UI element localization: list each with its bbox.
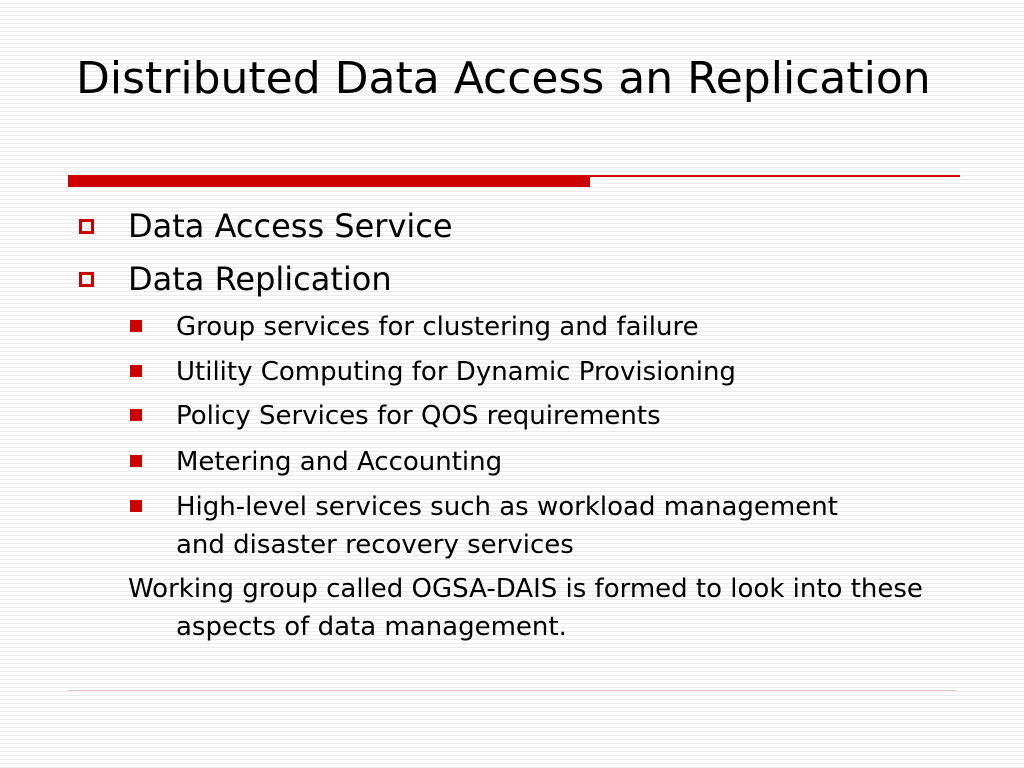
footer-divider [68, 690, 956, 691]
subbullet-high-level-services: High-level services such as workload management and disaster recovery services [176, 492, 838, 560]
hollow-square-bullet-icon [79, 219, 94, 234]
subbullet-metering-accounting: Metering and Accounting [176, 447, 503, 477]
subbullet-group-services: Group services for clustering and failure [176, 312, 699, 342]
slide-title: Distributed Data Access an Replication [76, 53, 931, 104]
subbullet-policy-services: Policy Services for QOS requirements [176, 401, 661, 431]
filled-square-bullet-icon [130, 365, 142, 377]
bullet-data-replication: Data Replication [128, 260, 392, 298]
filled-square-bullet-icon [130, 320, 142, 332]
filled-square-bullet-icon [130, 500, 142, 512]
bullet-data-access-service: Data Access Service [128, 207, 453, 245]
filled-square-bullet-icon [130, 455, 142, 467]
hollow-square-bullet-icon [79, 272, 94, 287]
filled-square-bullet-icon [130, 409, 142, 421]
subbullet-utility-computing: Utility Computing for Dynamic Provisioning [176, 357, 736, 387]
working-group-paragraph: Working group called OGSA-DAIS is formed to look into these aspects of data management. [128, 574, 923, 642]
